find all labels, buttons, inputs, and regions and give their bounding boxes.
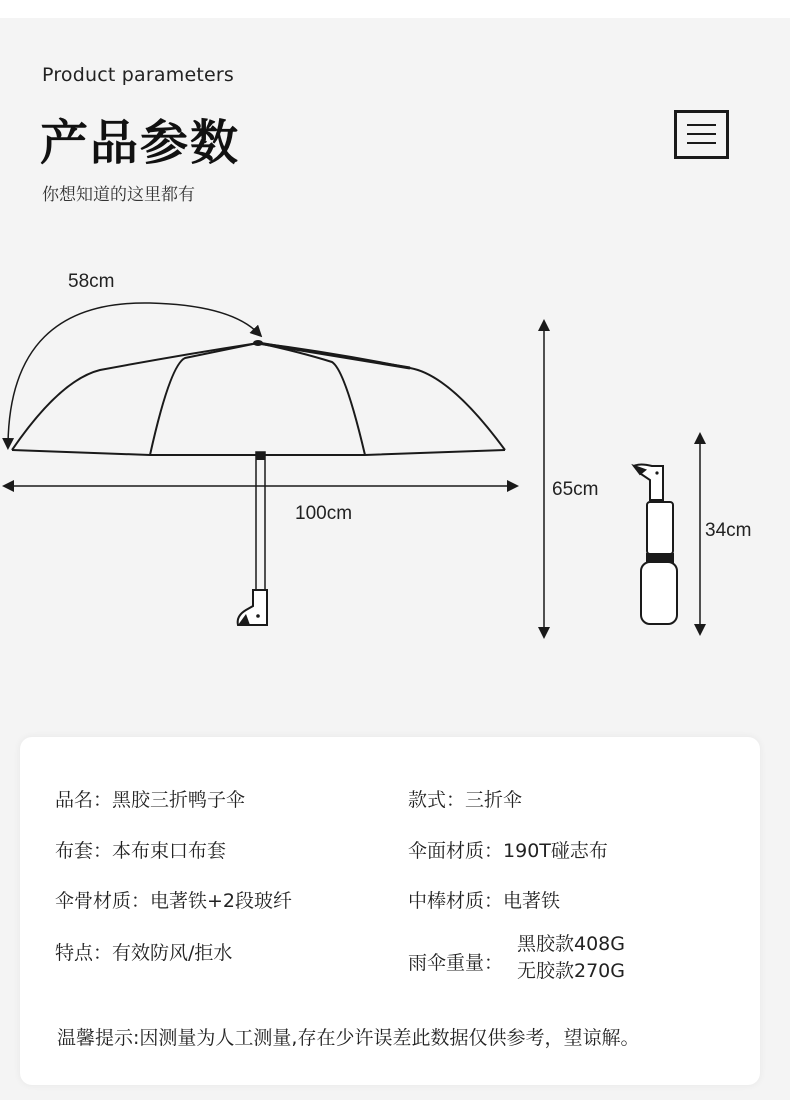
open-height-label: 65cm <box>552 479 599 500</box>
spec-style-label: 款式： <box>408 789 466 811</box>
spec-fabric-label: 伞面材质： <box>408 840 504 862</box>
duck-handle <box>238 590 267 625</box>
spec-fabric-value: 190T碰志布 <box>503 840 608 862</box>
spec-ribs-label: 伞骨材质： <box>55 890 151 912</box>
spec-name-value: 黑胶三折鸭子伞 <box>112 789 246 811</box>
umbrella-shaft <box>256 452 265 592</box>
spec-weight-label: 雨伞重量： <box>408 952 504 974</box>
spec-ribs <box>55 886 292 913</box>
spec-style-value: 三折伞 <box>465 789 523 811</box>
spec-shaft <box>408 886 560 913</box>
measurement-note: 温馨提示:因测量为人工测量,存在少许误差此数据仅供参考，望谅解。 <box>57 1027 640 1049</box>
spec-cover <box>55 836 226 863</box>
spec-ribs-value: 电著铁+2段玻纤 <box>150 890 293 912</box>
spec-shaft-value: 电著铁 <box>503 890 561 912</box>
spec-weight-value-plain: 无胶款270G <box>517 960 625 982</box>
spec-name <box>55 785 245 812</box>
header-english-title: Product parameters <box>42 64 234 86</box>
spec-shaft-label: 中棒材质： <box>408 890 504 912</box>
umbrella-canopy <box>12 343 505 455</box>
folded-umbrella <box>634 465 677 625</box>
header-chinese-title: 产品参数 <box>40 115 241 171</box>
spec-features-label: 特点： <box>55 942 113 964</box>
spec-style <box>408 785 522 812</box>
header-subtitle: 你想知道的这里都有 <box>42 185 195 205</box>
spec-weight-value-black: 黑胶款408G <box>517 933 625 955</box>
spec-name-label: 品名： <box>55 789 113 811</box>
width-label: 100cm <box>295 503 353 524</box>
arc-length-label: 58cm <box>68 271 115 292</box>
spec-features-value: 有效防风/拒水 <box>112 942 233 964</box>
arc-dimension-arrow <box>8 303 258 444</box>
spec-features <box>55 938 232 965</box>
spec-fabric <box>408 836 608 863</box>
spec-cover-label: 布套： <box>55 840 113 862</box>
spec-cover-value: 本布束口布套 <box>112 840 227 862</box>
folded-height-label: 34cm <box>705 520 752 541</box>
